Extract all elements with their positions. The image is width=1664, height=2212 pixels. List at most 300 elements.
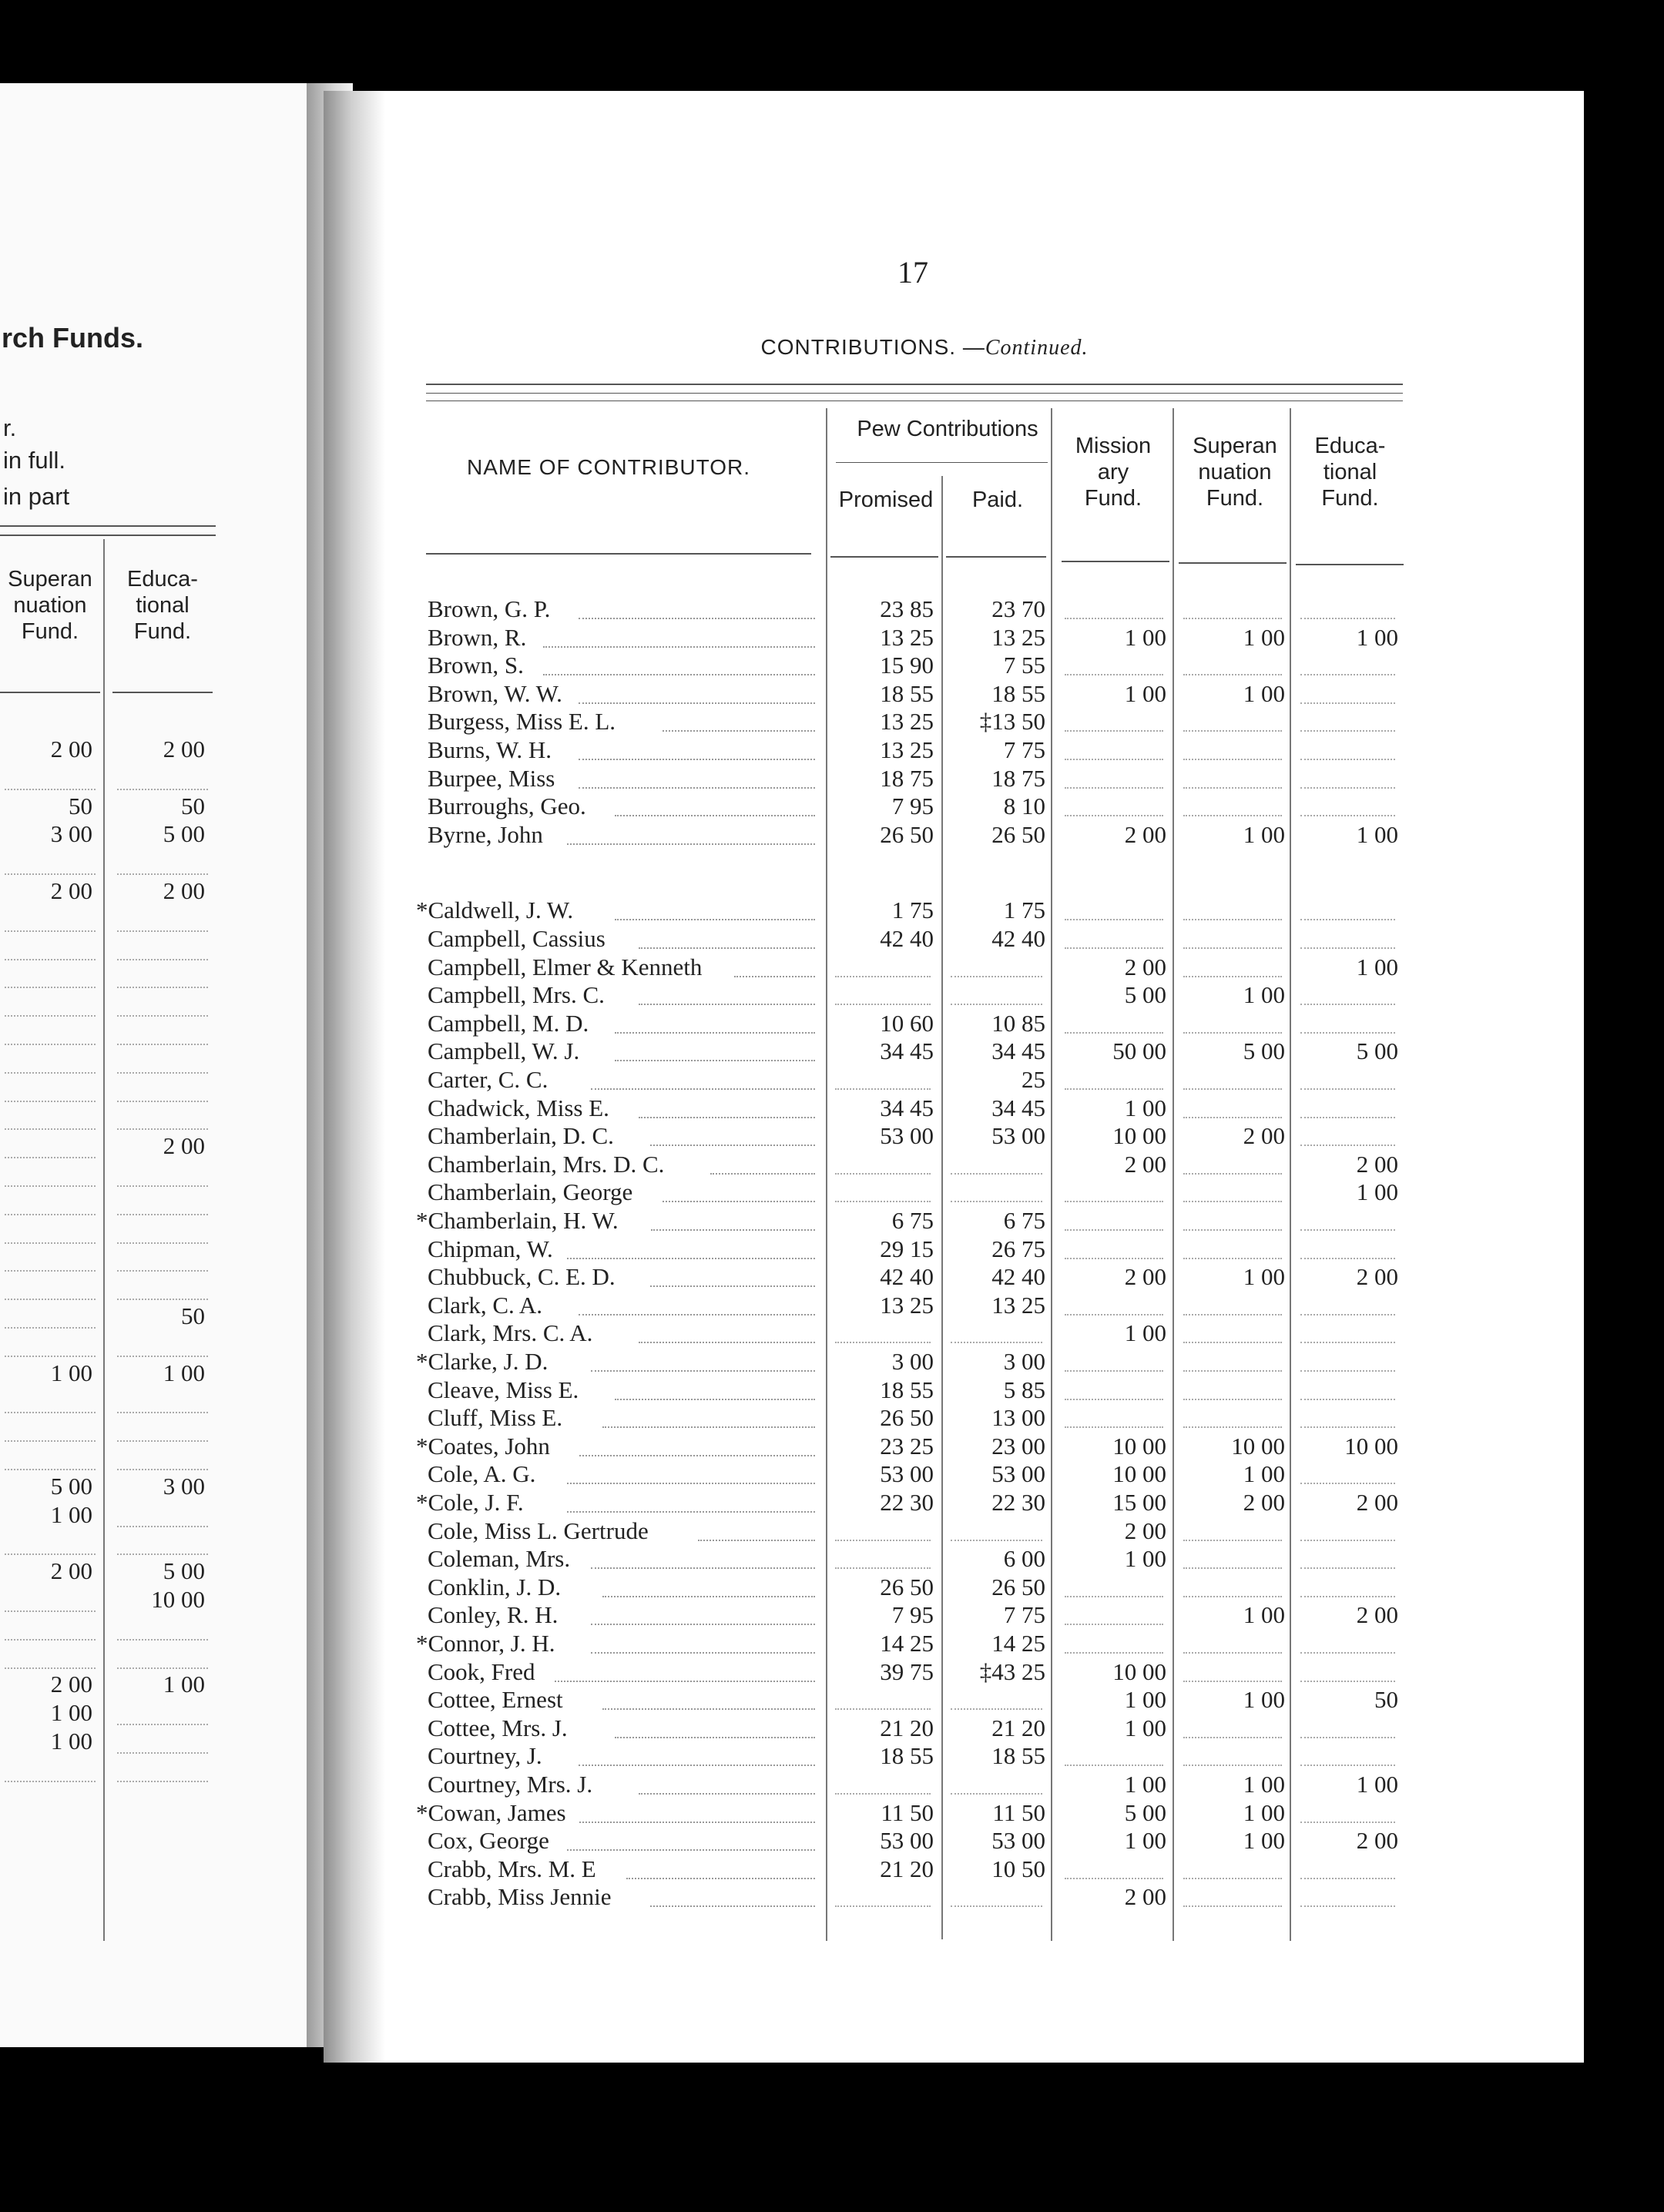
mission-amount: 2 00 — [1124, 1150, 1166, 1178]
paid-blank — [951, 1793, 1042, 1795]
contributor-name: Byrne, John — [428, 820, 543, 848]
contributor-name: Chamberlain, D. C. — [428, 1122, 614, 1150]
header-rule-paid — [946, 556, 1046, 558]
promised-amount: 22 30 — [880, 1489, 934, 1516]
paid-amount: 25 — [1022, 1066, 1045, 1093]
left-blank — [117, 1412, 208, 1413]
contributor-name: Campbell, Elmer & Kenneth — [428, 953, 703, 980]
left-blank — [117, 1469, 208, 1470]
promised-blank — [835, 1004, 931, 1005]
mission-blank — [1065, 1765, 1163, 1766]
left-superannuation-amount: 1 00 — [50, 1728, 92, 1755]
dot-leader — [579, 1314, 815, 1315]
super-amount: 2 00 — [1243, 1489, 1285, 1516]
contributor-name: Brown, R. — [428, 623, 527, 651]
contributor-name: Cottee, Ernest — [428, 1686, 563, 1714]
paid-amount: 53 00 — [991, 1460, 1045, 1488]
contributor-name: Chamberlain, Mrs. D. C. — [428, 1150, 665, 1178]
left-superannuation-amount: 1 00 — [50, 1699, 92, 1727]
mission-amount: 1 00 — [1124, 1827, 1166, 1855]
right-page-gutter — [324, 91, 385, 2063]
left-blank — [117, 959, 208, 960]
promised-amount: 21 20 — [880, 1714, 934, 1741]
left-blank — [117, 1553, 208, 1555]
contributor-name: Crabb, Miss Jennie — [428, 1883, 612, 1911]
contributor-name: Campbell, Cassius — [428, 925, 606, 952]
dot-leader — [639, 1004, 816, 1005]
paid-amount: ‡13 50 — [979, 708, 1045, 736]
left-educational-amount: 2 00 — [163, 1132, 205, 1160]
left-blank — [117, 1185, 208, 1187]
edu-blank — [1300, 1426, 1395, 1428]
contributor-name: *Clarke, J. D. — [416, 1348, 549, 1375]
paid-amount: 13 00 — [991, 1404, 1045, 1432]
mission-amount: 2 00 — [1124, 1263, 1166, 1291]
left-blank — [117, 789, 208, 790]
edu-blank — [1300, 702, 1395, 704]
left-blank — [117, 873, 208, 875]
edu-amount: 1 00 — [1356, 623, 1398, 651]
paid-amount: 23 00 — [991, 1432, 1045, 1460]
mission-amount: 1 00 — [1124, 1094, 1166, 1121]
header-rule-superannuation — [1179, 562, 1287, 564]
edu-blank — [1300, 1596, 1395, 1597]
paid-blank — [951, 1173, 1042, 1175]
dot-leader — [555, 1681, 815, 1682]
contributor-name: Chamberlain, George — [428, 1178, 633, 1206]
dot-leader — [567, 1483, 816, 1484]
contributor-name: *Cowan, James — [416, 1798, 566, 1826]
divider-name-promised — [826, 408, 827, 1941]
col-header-superannuation: Superan nuation Fund. — [1193, 434, 1277, 511]
edu-blank — [1300, 787, 1395, 789]
mission-amount: 50 00 — [1112, 1037, 1166, 1065]
left-blank — [5, 1327, 96, 1329]
left-rule-header-1 — [0, 692, 100, 693]
super-blank — [1183, 730, 1282, 732]
contributor-name: Burroughs, Geo. — [428, 793, 586, 820]
edu-amount: 1 00 — [1356, 1771, 1398, 1798]
edu-blank — [1300, 1681, 1395, 1682]
super-blank — [1183, 919, 1282, 920]
contributor-name: Cottee, Mrs. J. — [428, 1714, 568, 1741]
left-blank — [117, 1128, 208, 1130]
edu-blank — [1300, 759, 1395, 760]
dot-leader — [615, 919, 815, 920]
promised-amount: 42 40 — [880, 925, 934, 952]
dot-leader — [602, 1708, 815, 1710]
dot-leader — [567, 1511, 815, 1513]
left-blank — [117, 1781, 208, 1782]
left-blank — [5, 1157, 96, 1158]
paid-amount: 26 50 — [991, 1573, 1045, 1600]
super-blank — [1183, 1370, 1282, 1372]
mission-amount: 10 00 — [1112, 1657, 1166, 1685]
contributor-name: Burpee, Miss — [428, 764, 555, 792]
contributor-name: Burgess, Miss E. L. — [428, 708, 616, 736]
super-amount: 1 00 — [1243, 1798, 1285, 1826]
mission-blank — [1065, 1258, 1163, 1259]
promised-amount: 18 55 — [880, 1742, 934, 1770]
left-superannuation-amount: 2 00 — [50, 736, 92, 762]
edu-blank — [1300, 1483, 1395, 1484]
promised-amount: 7 95 — [891, 1601, 934, 1629]
left-blank — [117, 1752, 208, 1754]
mission-amount: 5 00 — [1124, 1798, 1166, 1826]
super-blank — [1183, 1399, 1282, 1400]
contributor-name: Cole, A. G. — [428, 1460, 536, 1488]
paid-blank — [951, 1004, 1042, 1005]
left-blank — [117, 987, 208, 988]
left-blank — [117, 1526, 208, 1527]
promised-amount: 29 15 — [880, 1235, 934, 1262]
left-legend-line-3: in part — [3, 483, 70, 510]
left-blank — [5, 873, 96, 875]
edu-blank — [1300, 1652, 1395, 1654]
super-blank — [1183, 1088, 1282, 1090]
super-blank — [1183, 1567, 1282, 1569]
left-blank — [5, 1185, 96, 1187]
paid-amount: 42 40 — [991, 925, 1045, 952]
left-superannuation-amount: 3 00 — [50, 820, 92, 848]
left-rule-header-2 — [112, 692, 213, 693]
left-blank — [117, 1072, 208, 1074]
contributor-name: Cleave, Miss E. — [428, 1376, 579, 1403]
header-rule-name — [426, 553, 811, 555]
super-blank — [1183, 1314, 1282, 1315]
left-blank — [5, 1242, 96, 1244]
promised-amount: 6 75 — [891, 1207, 934, 1234]
super-blank — [1183, 1201, 1282, 1202]
super-amount: 1 00 — [1243, 820, 1285, 848]
contributor-name: Campbell, W. J. — [428, 1037, 580, 1065]
mission-blank — [1065, 1229, 1163, 1231]
left-blank — [117, 1356, 208, 1357]
left-blank — [117, 1242, 208, 1244]
left-superannuation-amount: 2 00 — [50, 1671, 92, 1698]
mission-blank — [1065, 787, 1163, 789]
promised-amount: 13 25 — [880, 736, 934, 763]
promised-amount: 26 50 — [880, 820, 934, 848]
paid-amount: 10 50 — [991, 1855, 1045, 1882]
edu-blank — [1300, 1399, 1395, 1400]
edu-blank — [1300, 1878, 1395, 1879]
left-superannuation-amount: 2 00 — [50, 877, 92, 904]
paid-amount: 13 25 — [991, 623, 1045, 651]
pew-underline — [836, 462, 1048, 463]
left-educational-amount: 1 00 — [163, 1671, 205, 1698]
super-blank — [1183, 1652, 1282, 1654]
dot-leader — [698, 1540, 815, 1541]
promised-amount: 11 50 — [881, 1798, 934, 1826]
left-superannuation-amount: 1 00 — [50, 1359, 92, 1386]
edu-amount: 2 00 — [1356, 1263, 1398, 1291]
left-blank — [5, 1639, 96, 1641]
contributor-name: Courtney, J. — [428, 1742, 542, 1770]
paid-blank — [951, 1905, 1042, 1907]
paid-amount: 13 25 — [991, 1291, 1045, 1319]
edu-amount: 1 00 — [1356, 1178, 1398, 1206]
divider-promised-paid — [941, 476, 943, 1939]
left-educational-amount: 2 00 — [163, 736, 205, 762]
dot-leader — [602, 1596, 815, 1597]
page-number: 17 — [897, 255, 928, 290]
paid-amount: 1 75 — [1003, 897, 1045, 924]
dot-leader — [579, 618, 815, 619]
super-blank — [1183, 815, 1282, 816]
dot-leader — [639, 1793, 816, 1795]
promised-amount: 18 55 — [880, 1376, 934, 1403]
mission-amount: 1 00 — [1124, 623, 1166, 651]
left-blank — [117, 1044, 208, 1045]
mission-amount: 2 00 — [1124, 1883, 1166, 1911]
promised-blank — [835, 976, 931, 977]
dot-leader — [650, 1145, 815, 1146]
super-blank — [1183, 1173, 1282, 1175]
edu-amount: 1 00 — [1356, 953, 1398, 980]
left-educational-amount: 3 00 — [163, 1472, 205, 1500]
mission-blank — [1065, 759, 1163, 760]
edu-blank — [1300, 618, 1395, 619]
dot-leader — [615, 1060, 816, 1061]
super-blank — [1183, 1596, 1282, 1597]
paid-amount: 23 70 — [991, 595, 1045, 622]
contributor-name: Conley, R. H. — [428, 1601, 559, 1629]
super-blank — [1183, 1229, 1282, 1231]
dot-leader — [639, 1342, 816, 1343]
super-blank — [1183, 1905, 1282, 1907]
left-blank — [5, 1072, 96, 1074]
mission-amount: 10 00 — [1112, 1432, 1166, 1460]
contributor-name: Cook, Fred — [428, 1657, 535, 1685]
promised-amount: 7 95 — [891, 793, 934, 820]
promised-amount: 34 45 — [880, 1037, 934, 1065]
promised-blank — [835, 1201, 931, 1202]
mission-blank — [1065, 947, 1163, 949]
mission-blank — [1065, 1032, 1163, 1034]
left-superannuation-amount: 5 00 — [50, 1472, 92, 1500]
divider-superannuation-educational — [1290, 408, 1291, 1941]
edu-blank — [1300, 1088, 1395, 1090]
edu-amount: 2 00 — [1356, 1827, 1398, 1855]
dot-leader — [615, 815, 816, 816]
left-column-divider — [103, 539, 105, 1941]
col-header-educational: Educa- tional Fund. — [1314, 434, 1386, 511]
super-amount: 1 00 — [1243, 1771, 1285, 1798]
promised-blank — [835, 1173, 931, 1175]
left-blank — [5, 1610, 96, 1612]
super-amount: 1 00 — [1243, 1827, 1285, 1855]
dot-leader — [639, 947, 816, 949]
mission-blank — [1065, 919, 1163, 920]
edu-blank — [1300, 1822, 1395, 1823]
promised-amount: 23 25 — [880, 1432, 934, 1460]
paid-amount: 14 25 — [991, 1630, 1045, 1657]
mission-amount: 1 00 — [1124, 1686, 1166, 1714]
dot-leader — [543, 674, 816, 675]
super-amount: 1 00 — [1243, 1263, 1285, 1291]
contributor-name: Courtney, Mrs. J. — [428, 1771, 593, 1798]
dot-leader — [579, 1822, 816, 1823]
mission-blank — [1065, 618, 1163, 619]
paid-amount: 3 00 — [1003, 1348, 1045, 1375]
paid-blank — [951, 1540, 1042, 1541]
promised-amount: 13 25 — [880, 708, 934, 736]
header-rule-top — [426, 384, 1403, 385]
left-rule-top-2 — [0, 535, 216, 536]
edu-amount: 2 00 — [1356, 1601, 1398, 1629]
left-blank — [5, 1553, 96, 1555]
edu-blank — [1300, 1117, 1395, 1118]
paid-amount: 34 45 — [991, 1037, 1045, 1065]
left-legend-line-1: r. — [3, 414, 17, 441]
super-blank — [1183, 1426, 1282, 1428]
dot-leader — [591, 1652, 815, 1654]
mission-blank — [1065, 1652, 1163, 1654]
edu-amount: 2 00 — [1356, 1150, 1398, 1178]
contributor-name: Campbell, Mrs. C. — [428, 981, 605, 1009]
left-educational-amount: 5 00 — [163, 1557, 205, 1585]
dot-leader — [615, 1032, 816, 1034]
promised-blank — [835, 1540, 931, 1541]
paid-amount: 7 55 — [1003, 652, 1045, 679]
left-educational-amount: 10 00 — [151, 1586, 205, 1613]
left-blank — [5, 1214, 96, 1215]
paid-blank — [951, 1708, 1042, 1710]
left-blank — [5, 987, 96, 988]
super-blank — [1183, 1540, 1282, 1541]
super-blank — [1183, 759, 1282, 760]
col-header-pew: Pew Contributions — [857, 417, 1038, 441]
super-blank — [1183, 787, 1282, 789]
mission-amount: 2 00 — [1124, 953, 1166, 980]
left-blank — [5, 1356, 96, 1357]
paid-amount: 53 00 — [991, 1122, 1045, 1150]
mission-blank — [1065, 1399, 1163, 1400]
super-amount: 1 00 — [1243, 1460, 1285, 1488]
contributor-name: Cluff, Miss E. — [428, 1404, 563, 1432]
contributor-name: *Chamberlain, H. W. — [416, 1207, 619, 1234]
promised-amount: 42 40 — [880, 1263, 934, 1291]
contributor-name: Cox, George — [428, 1827, 549, 1855]
edu-blank — [1300, 730, 1395, 732]
edu-blank — [1300, 1032, 1395, 1034]
paid-blank — [951, 1201, 1042, 1202]
contributor-name: Conklin, J. D. — [428, 1573, 562, 1600]
dot-leader — [626, 1878, 815, 1879]
dot-leader — [579, 787, 815, 789]
dot-leader — [567, 843, 816, 845]
edu-blank — [1300, 1004, 1395, 1005]
edu-blank — [1300, 1905, 1395, 1907]
left-blank — [5, 1270, 96, 1272]
edu-blank — [1300, 1342, 1395, 1343]
edu-blank — [1300, 1370, 1395, 1372]
dot-leader — [543, 646, 816, 648]
col-header-paid: Paid. — [971, 488, 1024, 512]
left-blank — [5, 1101, 96, 1102]
left-blank — [5, 1128, 96, 1130]
paid-blank — [951, 1342, 1042, 1343]
dot-leader — [579, 702, 815, 704]
mission-amount: 1 00 — [1124, 1771, 1166, 1798]
paid-amount: 18 55 — [991, 1742, 1045, 1770]
contributor-name: Chubbuck, C. E. D. — [428, 1263, 616, 1291]
mission-amount: 10 00 — [1112, 1460, 1166, 1488]
contributor-name: Burns, W. H. — [428, 736, 552, 763]
promised-amount: 26 50 — [880, 1404, 934, 1432]
promised-blank — [835, 1342, 931, 1343]
left-superannuation-amount: 50 — [69, 792, 92, 819]
dot-leader — [591, 1567, 816, 1569]
left-blank — [117, 1214, 208, 1215]
paid-amount: 7 75 — [1003, 1601, 1045, 1629]
super-blank — [1183, 674, 1282, 675]
mission-blank — [1065, 1370, 1163, 1372]
super-blank — [1183, 1681, 1282, 1682]
super-amount: 1 00 — [1243, 1686, 1285, 1714]
col-header-name: NAME OF CONTRIBUTOR. — [467, 455, 750, 479]
contributor-name: Crabb, Mrs. M. E — [428, 1855, 596, 1882]
paid-amount: 26 50 — [991, 820, 1045, 848]
paid-amount: 7 75 — [1003, 736, 1045, 763]
promised-amount: 1 75 — [891, 897, 934, 924]
edu-amount: 5 00 — [1356, 1037, 1398, 1065]
paid-amount: 26 75 — [991, 1235, 1045, 1262]
super-amount: 1 00 — [1243, 981, 1285, 1009]
edu-blank — [1300, 1229, 1395, 1231]
paid-amount: 21 20 — [991, 1714, 1045, 1741]
promised-blank — [835, 1905, 931, 1907]
mission-blank — [1065, 815, 1163, 816]
left-educational-amount: 1 00 — [163, 1359, 205, 1386]
promised-amount: 53 00 — [880, 1460, 934, 1488]
promised-amount: 13 25 — [880, 1291, 934, 1319]
left-blank — [5, 1299, 96, 1300]
dot-leader — [591, 1370, 815, 1372]
contributor-name: *Connor, J. H. — [416, 1630, 555, 1657]
promised-amount: 13 25 — [880, 623, 934, 651]
left-blank — [117, 1639, 208, 1641]
promised-amount: 34 45 — [880, 1094, 934, 1121]
promised-blank — [835, 1793, 931, 1795]
promised-blank — [835, 1088, 931, 1090]
promised-blank — [835, 1708, 931, 1710]
paid-amount: 10 85 — [991, 1009, 1045, 1037]
col-header-missionary: Mission ary Fund. — [1075, 434, 1152, 511]
dot-leader — [591, 1088, 816, 1090]
contributor-name: Clark, Mrs. C. A. — [428, 1319, 593, 1347]
contributor-name: Chipman, W. — [428, 1235, 553, 1262]
super-blank — [1183, 1342, 1282, 1343]
dot-leader — [567, 1849, 816, 1851]
contributor-name: Cole, Miss L. Gertrude — [428, 1517, 649, 1544]
super-amount: 1 00 — [1243, 1601, 1285, 1629]
edu-amount: 50 — [1374, 1686, 1398, 1714]
contributor-name: Campbell, M. D. — [428, 1009, 589, 1037]
left-blank — [117, 1015, 208, 1017]
left-blank — [5, 1667, 96, 1669]
dot-leader — [579, 1455, 816, 1456]
dot-leader — [639, 1117, 816, 1118]
left-blank — [5, 1044, 96, 1045]
mission-blank — [1065, 1201, 1163, 1202]
super-blank — [1183, 1032, 1282, 1034]
super-blank — [1183, 976, 1282, 977]
edu-blank — [1300, 1567, 1395, 1569]
mission-blank — [1065, 674, 1163, 675]
contributor-name: *Caldwell, J. W. — [416, 897, 574, 924]
